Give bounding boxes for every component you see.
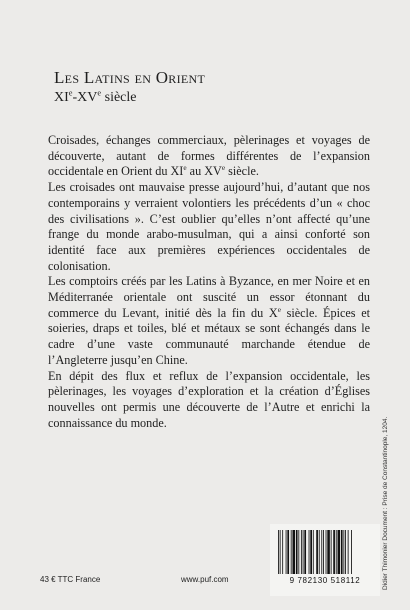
paragraph-3 bbox=[48, 274, 370, 368]
image-credit: Didier Thimonier Document : Prise de Constantinople, 1204. bbox=[382, 416, 389, 590]
barcode-bar bbox=[343, 530, 344, 574]
barcode-bar bbox=[291, 530, 292, 574]
subtitle-sup-from: e bbox=[68, 88, 73, 98]
barcode-bar bbox=[309, 530, 310, 574]
p1-text-b: au bbox=[186, 164, 205, 179]
subtitle-century-to: XV bbox=[77, 90, 98, 105]
book-subtitle bbox=[54, 90, 137, 106]
p3-text-a: Les comptoirs créés par les Latins à Byzance, en mer Noire et en Méditerranée orientale ont suscité un essor étonnant du commerce du Levant, initié dès la fin du bbox=[48, 274, 370, 320]
p1-sup-to: e bbox=[221, 163, 226, 173]
barcode-bar bbox=[304, 530, 306, 574]
p3-century: X bbox=[268, 305, 278, 320]
publisher-url: www.puf.com bbox=[181, 575, 229, 584]
price-label: 43 € TTC France bbox=[40, 575, 101, 584]
barcode-bar bbox=[282, 530, 283, 574]
barcode-bar bbox=[301, 530, 302, 574]
barcode-bar bbox=[348, 530, 349, 574]
p3-text-b: siècle. Épices et soieries, draps et toiles, blé et métaux se sont échangés dans le cadre d’une vaste communauté marchande étendue de l’Angleterre jusqu’en Chine. bbox=[48, 305, 370, 367]
barcode-bar bbox=[341, 530, 343, 574]
paragraph-4: En dépit des flux et reflux de l’expansion occidentale, les pèlerinages, les voyages d’exploration et la création d’Églises nouvelles ont permis une découverte de l’Autre et enrichi la connaissance du monde. bbox=[48, 368, 370, 430]
subtitle-sup-to: e bbox=[97, 88, 102, 98]
subtitle-word: siècle bbox=[101, 90, 137, 105]
barcode-bar bbox=[331, 530, 332, 574]
barcode-bar bbox=[323, 530, 324, 574]
back-cover-text bbox=[48, 133, 370, 431]
barcode-bar bbox=[296, 530, 298, 574]
barcode-bar bbox=[292, 530, 295, 574]
p1-century-to: XV bbox=[204, 164, 222, 179]
barcode-bars bbox=[278, 530, 372, 574]
paragraph-1 bbox=[48, 133, 370, 180]
subtitle-century-from: XI bbox=[54, 90, 69, 105]
barcode-bar bbox=[336, 530, 337, 574]
barcode-bar bbox=[345, 530, 346, 574]
barcode-bar bbox=[310, 530, 312, 574]
barcode-bar bbox=[333, 530, 335, 574]
barcode-bar bbox=[326, 530, 327, 574]
barcode-bar bbox=[313, 530, 314, 574]
barcode-bar bbox=[338, 530, 341, 574]
barcode-bar bbox=[286, 530, 287, 574]
barcode-bar bbox=[303, 530, 304, 574]
isbn-number: 9 782130 518112 bbox=[289, 576, 361, 585]
barcode-bar bbox=[316, 530, 318, 574]
isbn-barcode bbox=[270, 524, 380, 596]
p1-sup-from: e bbox=[183, 163, 187, 173]
p1-text-a: Croisades, échanges commerciaux, pèlerinages et voyages de découverte, autant de formes différentes de l’expansion occidentale en Orient du bbox=[48, 133, 370, 179]
barcode-bar bbox=[287, 530, 289, 574]
p3-sup: e bbox=[277, 304, 281, 314]
barcode-bar bbox=[327, 530, 330, 574]
barcode-bar bbox=[351, 530, 352, 574]
barcode-bar bbox=[278, 530, 279, 574]
barcode-bar bbox=[280, 530, 281, 574]
p1-century-from: XI bbox=[170, 164, 184, 179]
book-title: Les Latins en Orient bbox=[54, 68, 206, 87]
subtitle-separator: - bbox=[72, 90, 78, 105]
barcode-bar bbox=[319, 530, 320, 574]
p1-text-c: siècle. bbox=[225, 164, 259, 179]
paragraph-2: Les croisades ont mauvaise presse aujourd’hui, d’autant que nos contemporains y verraient volontiers les précédents d’un « choc des civilisations ». C’est oublier qu’elles n’ont affecté qu’une frange du monde arabo-musulman, qui a ainsi conforté son identité face aux premières expériences occidentales de colonisation. bbox=[48, 180, 370, 273]
barcode-bar bbox=[321, 530, 322, 574]
barcode-bar bbox=[298, 530, 299, 574]
